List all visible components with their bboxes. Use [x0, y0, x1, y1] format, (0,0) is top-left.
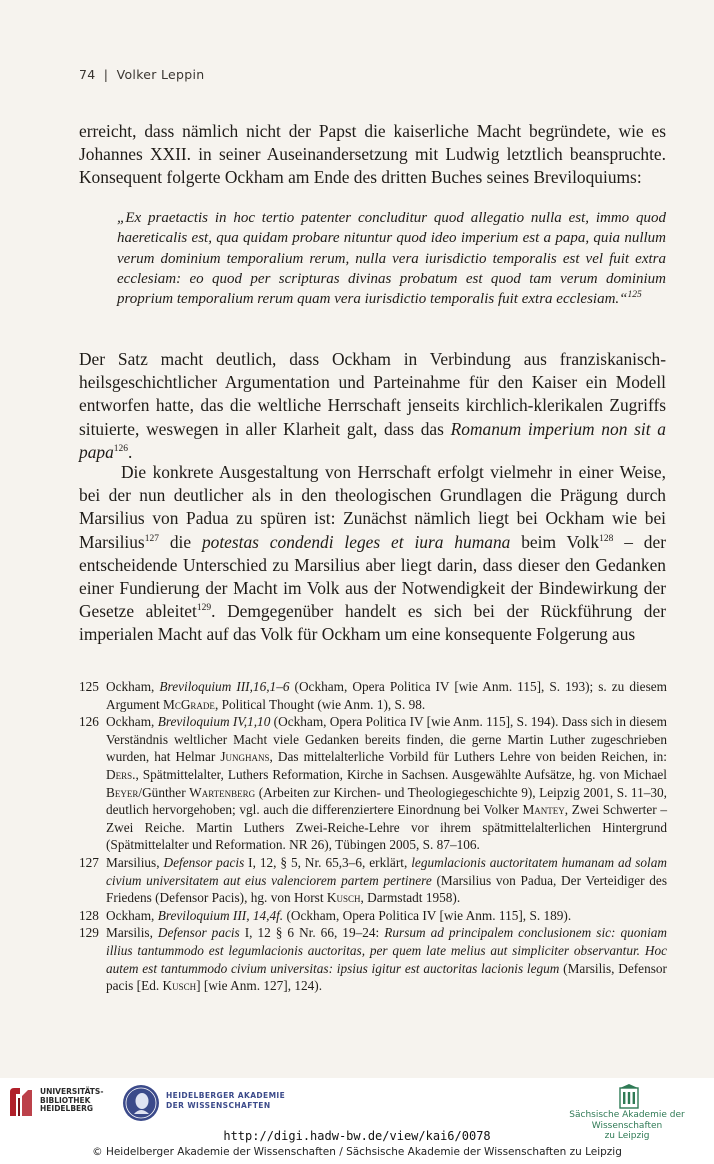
saxon-academy-name: Sächsische Akademie der Wissenschaften zu Leipzig: [569, 1110, 685, 1141]
running-header: [79, 67, 205, 82]
footnote-number: 127: [79, 854, 99, 870]
university-library-name: UNIVERSITÄTS- BIBLIOTHEK HEIDELBERG: [40, 1087, 104, 1114]
paragraph-2: [79, 348, 666, 464]
paragraph-3-italic: potestas condendi leges et iura humana: [201, 531, 511, 552]
paragraph-3-part-3: beim Volk: [510, 531, 600, 552]
university-library-logo-icon: [6, 1084, 36, 1120]
footnote-text: Ockham, Breviloquium III,16,1–6 (Ockham, Opera Politica IV [wie Anm. 115], S. 193); s. zu diesem Argument McGrade, Political Thought (wie Anm. 1), S. 98.: [106, 679, 667, 712]
heidelberg-academy-name: HEIDELBERGER AKADEMIE DER WISSENSCHAFTEN: [166, 1091, 286, 1110]
footnote-ref-127[interactable]: 127: [144, 533, 159, 544]
paragraph-3-part-1: Die konkrete Ausgestaltung von Herrschaft erfolgt vielmehr in einer Weise, bei der nun deutlicher als in den theologischen Grundlagen die Prägung durch Marsilius von Padua zu spüren ist: Zunächst nämlich liegt bei Ockham wie bei Marsilius: [79, 462, 666, 552]
permalink-url[interactable]: http://digi.hadw-bw.de/view/kai6/0078: [223, 1129, 491, 1143]
footnotes: [79, 678, 667, 995]
footnote-ref-126[interactable]: 126: [113, 444, 129, 455]
block-quote: [117, 208, 666, 309]
quote-text: „Ex praetactis in hoc tertio patenter concluditur quod allegatio nulla est, immo quod haereticalis est, qua quidam probare nituntur quod ideo imperium est a papa, quia nullum verum dominium temporalium rerum, nulla vera iurisdictio temporalis est vel fuit extra ecclesiam: eo quod per scripturas divinas probatum est quod tam verum dominium proprium temporalium rerum quam vera iurisdictio temporalis fuit extra ecclesiam.“: [117, 210, 666, 308]
digitization-footer: [0, 1078, 714, 1164]
saxon-academy-logo-icon: [618, 1084, 640, 1110]
footnote-number: 129: [79, 925, 99, 941]
footnote-number: 126: [79, 714, 99, 730]
paragraph-2-italic: Romanum imperium non sit a papa: [79, 418, 666, 462]
footnote-127: [79, 854, 667, 907]
footnote-number: 125: [79, 679, 99, 694]
footnote-text: Marsilis, Defensor pacis I, 12 § 6 Nr. 66, 19–24: Rursum ad principalem conclusionem sic: quoniam illius tantummodo est legumlacionis auctoritas, per quem late melius aut simpliciter observantur. Hoc autem est tantummodo civium universitas: ipsius igitur est auctoritas lacionis legum (Marsilis, Defensor pacis [Ed. Kusch] [wie Anm. 127], 124).: [106, 925, 668, 994]
footnote-126: [79, 713, 667, 854]
paragraph-3: [79, 461, 666, 647]
footnote-129: [79, 924, 667, 994]
header-author: Volker Leppin: [116, 67, 205, 82]
paragraph-3-part-5: . Demgegenüber handelt es sich bei der Rückführung der imperialen Macht auf das Volk für Ockham um eine konsequente Folgerung aus: [79, 601, 666, 645]
paragraph-2-end: .: [128, 441, 133, 462]
page-number: 74: [79, 67, 96, 82]
footnote-ref-125[interactable]: 125: [627, 290, 642, 301]
paragraph-1-text: erreicht, dass nämlich nicht der Papst die kaiserliche Macht begründete, wie es Johannes XXII. in seiner Auseinandersetzung mit Ludwig letztlich beanspruchte. Konsequent folgerte Ockham am Ende des dritten Buches seines Breviloquiums:: [79, 121, 666, 188]
heidelberg-academy-seal-icon: [122, 1084, 160, 1122]
footnote-ref-129[interactable]: 129: [196, 603, 212, 614]
footnote-text: Ockham, Breviloquium III, 14,4f. (Ockham, Opera Politica IV [wie Anm. 115], S. 189).: [106, 907, 572, 923]
paragraph-1: [79, 120, 666, 190]
footnote-number: 128: [79, 907, 99, 923]
paragraph-2-text: Der Satz macht deutlich, dass Ockham in Verbindung aus franziskanisch-heilsgeschichtlicher Argumentation und Parteinahme für den Kaiser ein Modell entworfen hatte, das die weltliche Herrschaft jenseits kirchlich-klerikalen Zugriffs situierte, weswegen in aller Klarheit galt, dass das: [79, 349, 666, 439]
paragraph-3-part-2: die: [158, 531, 202, 552]
footnote-125: [79, 678, 667, 713]
copyright-notice: © Heidelberger Akademie der Wissenschaften / Sächsische Akademie der Wissenschaften zu Leipzig: [92, 1146, 622, 1158]
footnote-ref-128[interactable]: 128: [599, 533, 614, 544]
header-separator: |: [103, 67, 109, 82]
paragraph-3-part-4: – der entscheidende Unterschied zu Marsilius aber liegt darin, dass dieser den Gedanken einer Fundierung der Macht im Volk aus der Notwendigkeit der Bindewirkung der Gesetze ableitet: [79, 531, 666, 622]
footnote-128: [79, 907, 667, 925]
footnote-text: Ockham, Breviloquium IV,1,10 (Ockham, Opera Politica IV [wie Anm. 115], S. 194). Dass sich in diesem Verständnis weltlicher Macht viele Gedanken bereits finden, die gerne Martin Luther zugeschrieben wurden, hat Helmar Junghans, Das mittelalterliche Vorbild für Luthers Lehre von beiden Reichen, in: Ders., Spätmittelalter, Luthers Reformation, Kirche in Sachsen. Ausgewählte Aufsätze, hg. von Michael Beyer/Günther Wartenberg (Arbeiten zur Kirchen- und Theologiegeschichte 9), Leipzig 2001, S. 11–30, deutlich hervorgehoben; vgl. auch die differenziertere Einordnung bei Volker Mantey, Zwei Schwerter – Zwei Reiche. Martin Luthers Zwei-Reiche-Lehre vor ihrem spätmittelalterlichen Hintergrund (Spätmittelalter und Reformation. NR 26), Tübingen 2005, S. 87–106.: [106, 714, 668, 853]
footnote-text: Marsilius, Defensor pacis I, 12, § 5, Nr. 65,3–6, erklärt, legumlacionis auctoritatem humanam ad solam civium universitatem aut eius valenciorem partem pertinere (Marsilius von Padua, Der Verteidiger des Friedens (Defensor Pacis), hg. von Horst Kusch, Darmstadt 1958).: [106, 854, 667, 906]
